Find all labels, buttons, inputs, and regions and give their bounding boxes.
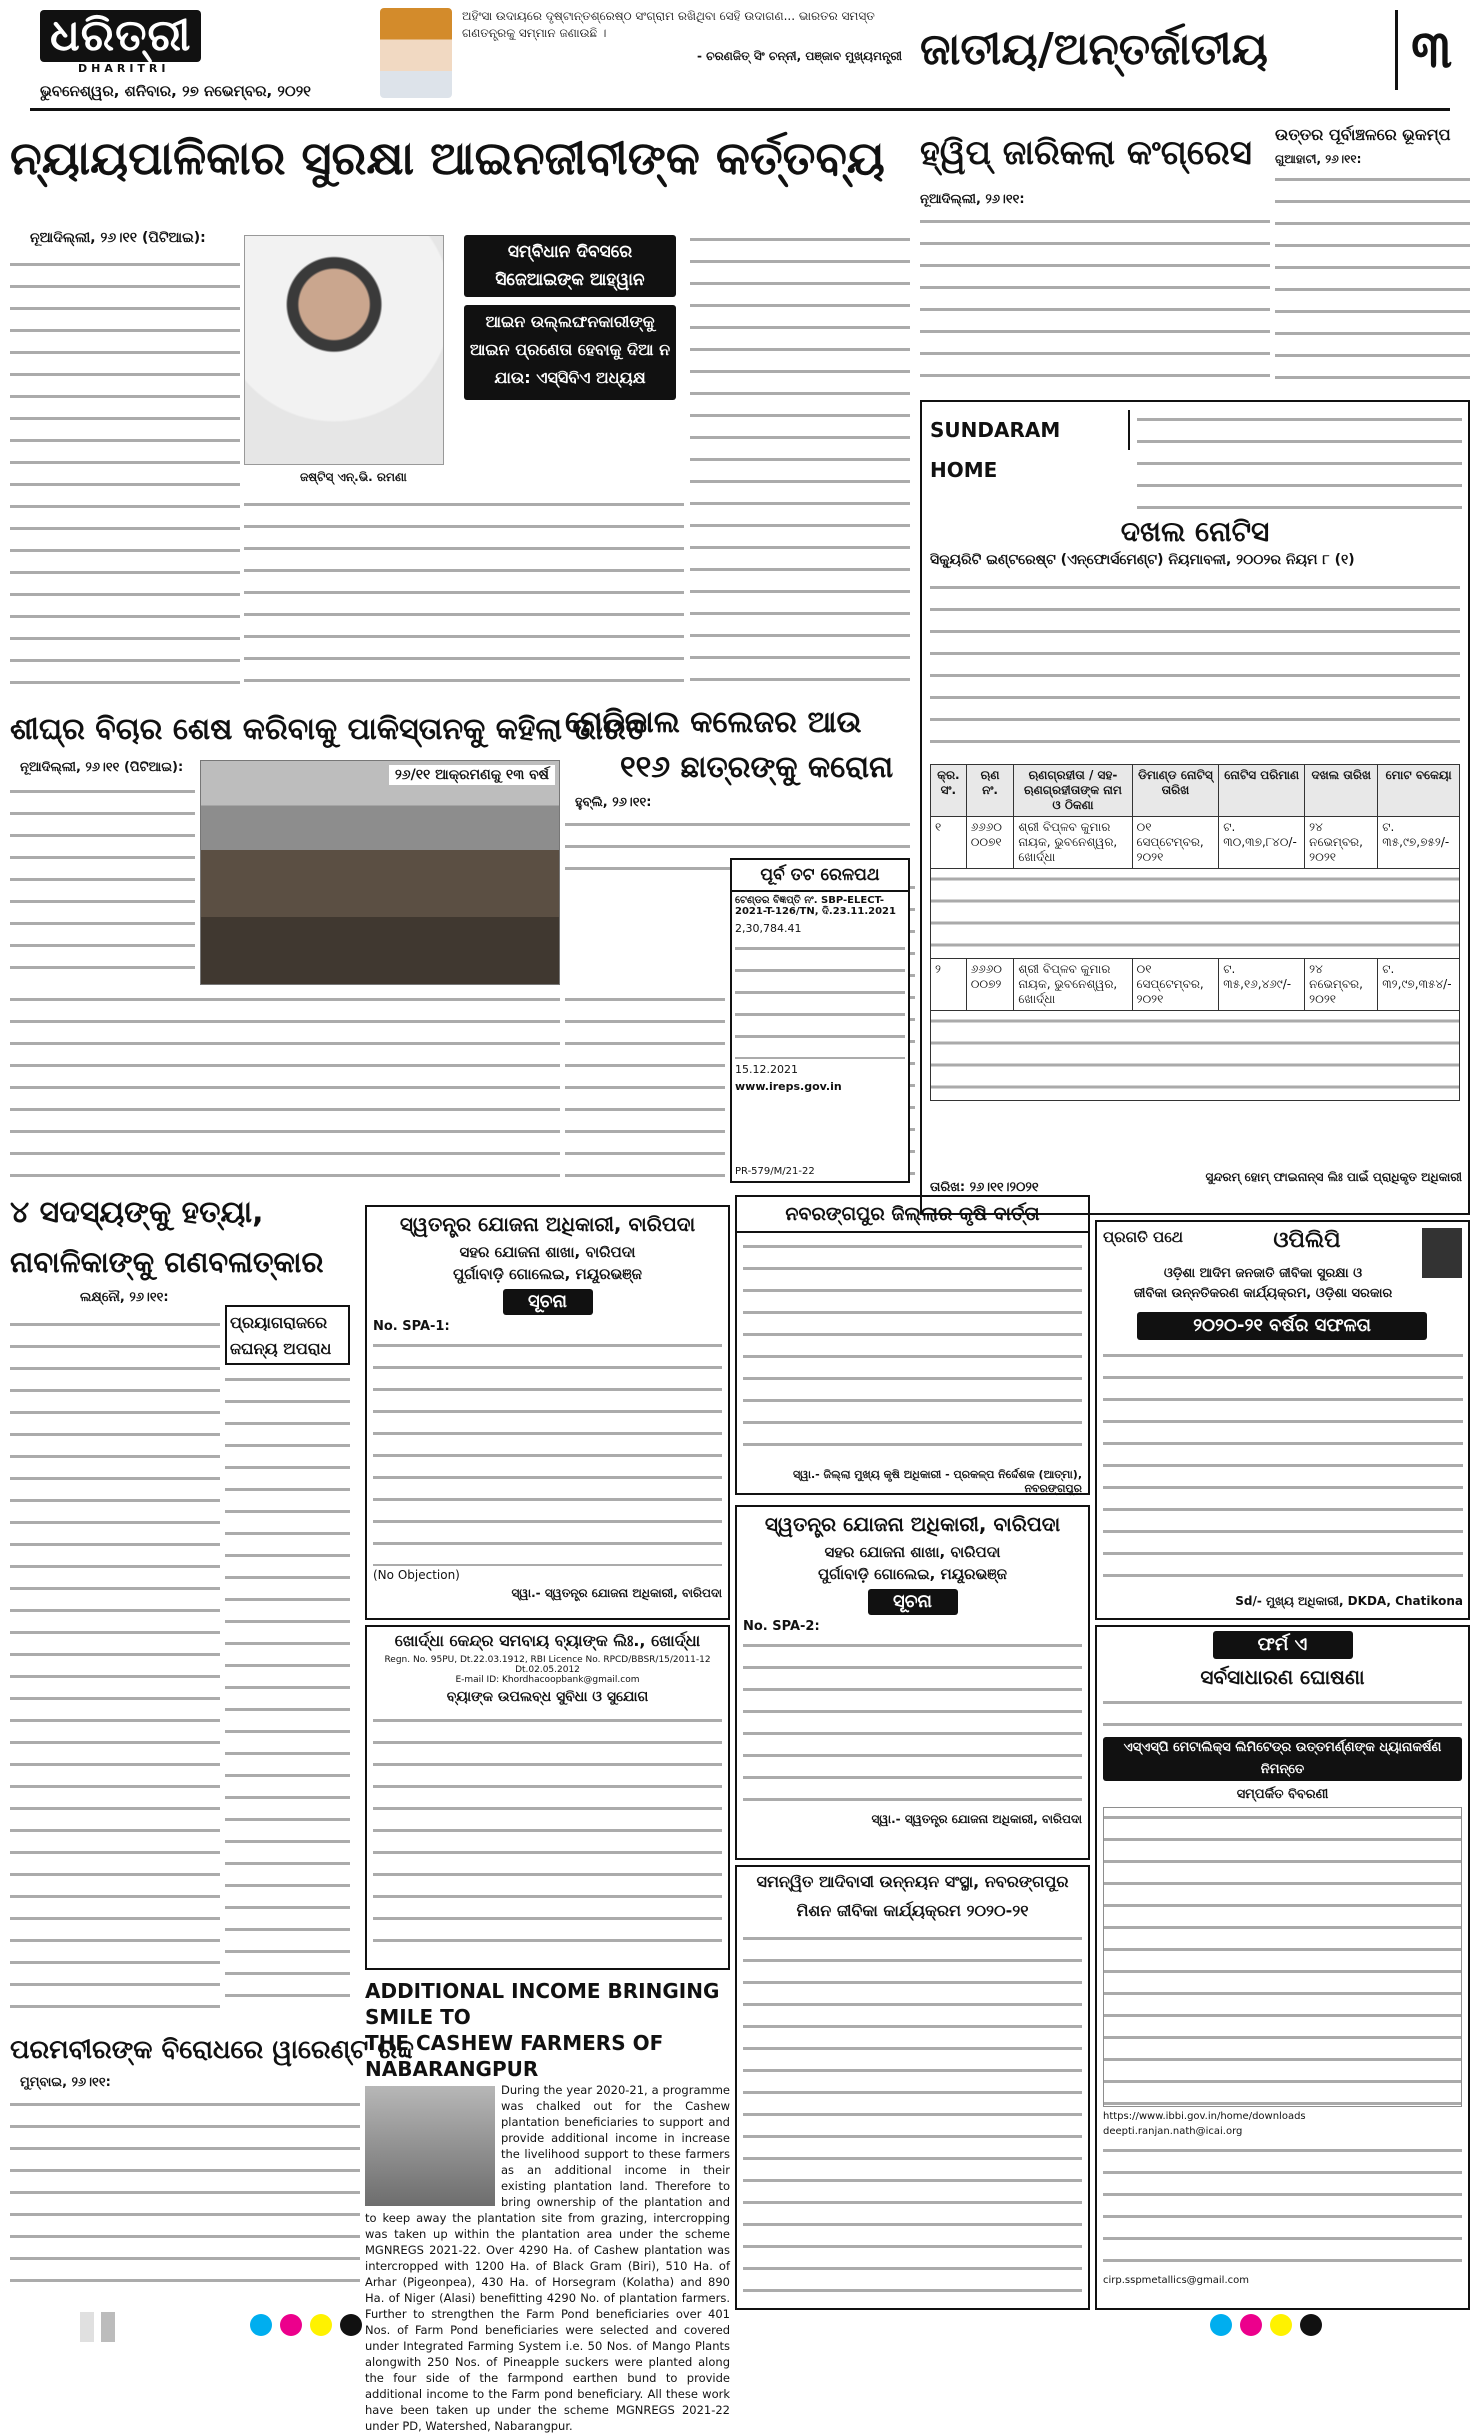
form-a-subtitle: ସର୍ବସାଧାରଣ ଘୋଷଣା [1200,1665,1365,1689]
masthead-quote [462,8,902,98]
lead-body-col1 [10,255,240,700]
spa1-sub2: ପୁର୍ଗାବାଡ଼ି ଗୋଲେଇ, ମୟୂରଭଞ୍ଜ [452,1265,643,1283]
table-cell: ୦୧ ସେପ୍ଟେମ୍ବର, ୨୦୨୧ [1132,817,1219,869]
sundaram-subtitle: ସିକ୍ୟୁରିଟି ଇଣ୍ଟରେଷ୍ଟ (ଏନ୍‌ଫୋର୍ସମେଣ୍ଟ) ନିୟମାବଳୀ, ୨୦୦୨ର ନିୟମ ୮ (୧) [930,552,1355,568]
print-swatch [80,2312,94,2342]
page-number: ୩ [1395,10,1465,90]
form-a-notice [1095,1625,1470,2310]
form-a-table-title: ସମ୍ପର୍କିତ ବିବରଣୀ [1236,1787,1329,1802]
table-row [931,1011,1460,1101]
black-dot [1300,2314,1322,2336]
yellow-dot [310,2314,332,2336]
olpip-brand: ଓପିଲିପି [1273,1228,1341,1253]
medical-dateline: ହୁବ୍‌ଲି, ୨୬।୧୧: [575,795,652,810]
bank-title: ଖୋର୍ଦ୍ଧା କେନ୍ଦ୍ର ସମବାୟ ବ୍ୟାଙ୍କ ଲିଃ., ଖୋର୍ଦ୍ଧା [394,1631,701,1650]
table-cell: ଟ. ୩୦,୩୭,୮୪୦/- [1219,817,1305,869]
table-header-cell: କ୍ର. ସଂ. [931,765,967,817]
railway-tender [730,858,910,1183]
print-swatch [101,2312,115,2342]
quote-author: - ଚରଣଜିତ୍ ସିଂ ଚନ୍ନୀ, ପଞ୍ଜାବ ମୁଖ୍ୟମନ୍ତ୍ରୀ [696,49,902,63]
table-cell: ଟ. ୩୫,୧୬,୪୬୯/- [1219,959,1305,1011]
form-a-body [1103,2141,1462,2271]
olpip-body [1103,1346,1463,1586]
spa1-sub1: ସହର ଯୋଜନା ଶାଖା, ବାରିପଦା [459,1243,636,1261]
railway-title: ପୂର୍ବ ତଟ ରେଳପଥ [732,860,908,892]
table-header-cell: ଋଣଗ୍ରହୀତା / ସହ-ଋଣଗ୍ରହୀତାଙ୍କ ନାମ ଓ ଠିକଣା [1014,765,1132,817]
registration-dots-right [1210,2314,1325,2340]
table-cell: ଟ. ୩୫,୯୭,୭୫୨/- [1378,817,1460,869]
sundaram-title: ଦଖଲ ନୋଟିସ [1120,515,1270,548]
spa2-label: ସୂଚନା [868,1589,958,1615]
table-cell: ୦୧ ସେପ୍ଟେମ୍ବର, ୨୦୨୧ [1132,959,1219,1011]
black-dot [340,2314,362,2336]
murder-body-col1 [10,1315,220,2015]
form-a-email: deepti.ranjan.nath@icai.org [1103,2126,1243,2137]
medical-headline-1: ମେଡିକାଲ କଲେଜର ଆଉ [565,705,862,740]
yellow-dot [1270,2314,1292,2336]
pakistan-dateline: ନୂଆଦିଲ୍ଲୀ, ୨୬।୧୧ (ପିଟିଆଇ): [20,760,184,775]
quake-dateline: ଗୁଆହାଟୀ, ୨୬।୧୧: [1275,152,1362,166]
param-dateline: ମୁମ୍ବାଇ, ୨୬।୧୧: [20,2075,111,2090]
sundaram-table [930,764,1460,1101]
magenta-dot [280,2314,302,2336]
table-cell: ୧ [931,817,967,869]
murder-headline-2: ନାବାଳିକାଙ୍କୁ ଗଣବଳାତ୍କାର [10,1245,324,1279]
bank-reg: Regn. No. 95PU, Dt.22.03.1912, RBI Licence No. RPCD/BBSR/15/2011-12 Dt.02.05.2012 [384,1655,711,1675]
quake-headline: ଉତ୍ତର ପୂର୍ବାଞ୍ଚଳରେ ଭୂକମ୍ପ [1275,125,1451,144]
pakistan-headline: ଶୀଘ୍ର ବିଚାର ଶେଷ କରିବାକୁ ପାକିସ୍ତାନକୁ କହିଲା ଭାରତ [10,712,648,747]
masthead-rule [30,108,1450,111]
lead-photo-caption: ଜଷ୍ଟିସ୍ ଏନ୍.ଭି. ରମଣା [300,470,407,484]
table-property-desc [931,1011,1460,1101]
itda-body [743,1929,1082,2299]
table-row [931,869,1460,959]
olpip-notice [1095,1220,1470,1620]
form-a-title: ଫର୍ମ ଏ [1213,1631,1353,1659]
lead-headline: ନ୍ୟାୟପାଳିକାର ସୁରକ୍ଷା ଆଇନଜୀବୀଙ୍କ କର୍ତ୍ତବ୍ୟ [10,131,885,185]
murder-headline-1: ୪ ସଦସ୍ୟଙ୍କୁ ହତ୍ୟା, [10,1195,264,1230]
olpip-line1: ଓଡ଼ିଶା ଆଦିମ ଜନଜାତି ଜୀବିକା ସୁରକ୍ଷା ଓ [1163,1266,1363,1281]
spa2-title: ସ୍ୱତନ୍ତ୍ର ଯୋଜନା ଅଧିକାରୀ, ବାରିପଦା [764,1512,1061,1536]
registration-dots-left [250,2314,365,2340]
spa1-label: ସୂଚନା [503,1289,593,1315]
cashew-story [365,1978,730,2433]
agri-body [743,1237,1082,1462]
congress-dateline: ନୂଆଦିଲ୍ଲୀ, ୨୬।୧୧: [920,192,1025,207]
railway-tender-no: ଟେଣ୍ଡର ବିଜ୍ଞପ୍ତି ନଂ. SBP-ELECT-2021-T-126/TN, ଦି.23.11.2021 [735,895,896,917]
railway-value: 2,30,784.41 [735,922,802,935]
bank-notice [365,1625,730,1970]
sundaram-body [930,578,1460,758]
pakistan-photo [200,760,560,985]
spa1-title: ସ୍ୱତନ୍ତ୍ର ଯୋଜନା ଅଧିକାରୀ, ବାରିପଦା [399,1212,696,1236]
table-header-cell: ଋଣ ନଂ. [966,765,1014,817]
section-title: ଜାତୀୟ/ଅନ୍ତର୍ଜାତୀୟ [920,24,1268,75]
olpip-year: ୨୦୨୦-୨୧ ବର୍ଷର ସଫଳତା [1137,1312,1427,1340]
table-cell: ୨ [931,959,967,1011]
table-cell: ୨୪ ନଭେମ୍ବର, ୨୦୨୧ [1305,817,1378,869]
bank-email: E-mail ID: Khordhacoopbank@gmail.com [455,1675,640,1685]
railway-closing: 15.12.2021 [735,1063,798,1076]
sundaram-notice [920,400,1470,1215]
spa2-body [743,1636,1082,1806]
pakistan-body-col1 [10,782,195,982]
sundaram-address [1137,410,1462,510]
railway-ref: PR-579/M/21-22 [735,1166,815,1177]
table-property-desc [931,869,1460,959]
lead-body-col2 [244,495,684,700]
cashew-photo [365,2086,495,2206]
table-cell: ୨୪ ନଭେମ୍ବର, ୨୦୨୧ [1305,959,1378,1011]
spa2-number: No. SPA-2: [743,1619,820,1634]
lead-sidebar-1: ସମ୍ବିଧାନ ଦିବସରେ ସିଜେଆଇଙ୍କ ଆହ୍ୱାନ [464,235,676,297]
spa1-body [373,1336,722,1566]
table-row [931,959,1460,1011]
pakistan-body-col2 [10,990,560,1190]
itda-title: ସମନ୍ୱିତ ଆଦିବାସୀ ଉନ୍ନୟନ ସଂସ୍ଥା, ନବରଙ୍ଗପୁର [756,1872,1069,1891]
table-cell: ଶ୍ରୀ ବିପ୍ଳବ କୁମାର ନାୟକ, ଭୁବନେଶ୍ୱର, ଖୋର୍ଦ୍ଧା [1014,959,1132,1011]
print-marks [0,2312,1476,2339]
murder-body-col2 [225,1370,350,2015]
agri-notice [735,1195,1090,1495]
print-color-bar [80,2312,117,2346]
congress-headline: ହ୍ୱିପ୍ ଜାରିକଲା କଂଗ୍ରେସ [920,133,1252,173]
lead-dateline: ନୂଆଦିଲ୍ଲୀ, ୨୬।୧୧ (ପିଟିଆଇ): [30,230,206,246]
table-cell: ଶ୍ରୀ ବିପ୍ଳବ କୁମାର ନାୟକ, ଭୁବନେଶ୍ୱର, ଖୋର୍ଦ୍ଧା [1014,817,1132,869]
agri-sign: ସ୍ୱା.- ଜିଲ୍ଲା ମୁଖ୍ୟ କୃଷି ଅଧିକାରୀ - ପ୍ରକଳ୍ପ ନିର୍ଦ୍ଦେଶକ (ଆତ୍ମା), ନବରଙ୍ଗପୁର [792,1468,1082,1495]
pakistan-photo-tag: ୨୬/୧୧ ଆକ୍ରମଣକୁ ୧୩ ବର୍ଷ [389,765,555,785]
table-cell: ଟ. ୩୨,୯୭,୩୫୪/- [1378,959,1460,1011]
olpip-logo [1422,1228,1462,1278]
medical-headline-2: ୧୧୬ ଛାତ୍ରଙ୍କୁ କରୋନା [620,750,894,785]
bank-body [373,1711,722,1961]
table-header-cell: ମୋଟ ବକେୟା [1378,765,1460,817]
sundaram-table-wrap [930,764,1460,1154]
bank-subtitle: ବ୍ୟାଙ୍କ ଉପଲବ୍ଧ ସୁବିଧା ଓ ସୁଯୋଗ [446,1689,649,1705]
form-a-email2: cirp.sspmetallics@gmail.com [1103,2275,1249,2286]
param-body [10,2095,360,2295]
murder-dateline: ଲକ୍ଷ୍ନୌ, ୨୬।୧୧: [80,1290,169,1305]
sundaram-brand: SUNDARAM HOME [930,410,1130,450]
param-headline: ପରମବୀରଙ୍କ ବିରୋଧରେ ୱାରେଣ୍ଟ ରଦ୍ଦ [10,2035,414,2065]
spa1-objection: (No Objection) [373,1568,460,1582]
sundaram-table-header [931,765,1460,817]
lead-sidebar-2: ଆଇନ ଉଲ୍ଲଙ୍ଘନକାରୀଙ୍କୁ ଆଇନ ପ୍ରଣେତା ହେବାକୁ ଦିଆ ନ ଯାଉ: ଏସ୍‌ସିବିଏ ଅଧ୍ୟକ୍ଷ [464,305,676,400]
cashew-body: During the year 2020-21, a programme was chalked out for the Cashew plantation beneficiaries to support and provide additional income in increase the livelihood support to these farmers as an additional income in their existing plantation land. Therefore to bring ownership of the plantation and to keep away the plantation site from grazing, intercropping was taken up within the plantation area under the scheme MGNREGS 2021-22. Over 4290 Ha. of Cashew plantation was intercropped with 1200 Ha. of Black Gram (Biri), 510 Ha. of Arhar (Pigeonpea), 430 Ha. of Horsegram (Kolatha) and 890 Ha. of Niger (Alasi) benefitting 4290 No. of plantation farmers. Further to strengthen the Farm Pond beneficiaries over 401 Nos. of Farm Pond beneficiaries were selected and covered under Integrated Farming System i.e. 50 Nos. of Mango Plants alongwith 250 Nos. of Pineapple suckers were planted along the four side of the farmpond earthen bund to provide additional income to the Farm pond beneficiary. All these work have been taken up under the scheme MGNREGS 2021-22 under PD, Watershed, Nabarangpur. [365,2083,730,2433]
olpip-tag: ପ୍ରଗତି ପଥେ [1103,1228,1183,1246]
medical-body-col2 [565,990,725,1180]
form-a-for: ଏସ୍‌ଏସ୍‌ପି ମେଟାଲିକ୍ସ ଲିମିଟେଡ୍‌ର ଉତ୍ତମର୍ଣ୍ଣଙ୍କ ଧ୍ୟାନାକର୍ଷଣ ନିମନ୍ତେ [1103,1737,1462,1781]
quake-body [1275,170,1470,392]
spa1-sign: ସ୍ୱା.- ସ୍ୱତନ୍ତ୍ର ଯୋଜନା ଅଧିକାରୀ, ବାରିପଦା [511,1586,722,1600]
cyan-dot [250,2314,272,2336]
table-row [931,817,1460,869]
table-cell: ୬୬୬୦ ୦୦୭୧ [966,817,1014,869]
cyan-dot [1210,2314,1232,2336]
murder-kicker: ପ୍ରୟାଗରାଜରେ ଜଘନ୍ୟ ଅପରାଧ [225,1305,350,1365]
itda-subtitle: ମିଶନ ଜୀବିକା କାର୍ଯ୍ୟକ୍ରମ ୨୦୨୦-୨୧ [796,1901,1029,1920]
spa1-number: No. SPA-1: [373,1319,450,1334]
table-cell: ୬୬୬୦ ୦୦୭୨ [966,959,1014,1011]
olpip-sign: Sd/- ମୁଖ୍ୟ ଅଧିକାରୀ, DKDA, Chatikona [1235,1594,1463,1608]
agri-title: ନବରଙ୍ଗପୁର ଜିଲ୍ଲାର କୃଷି ବାର୍ତ୍ତା [737,1197,1088,1233]
spa2-notice [735,1505,1090,1860]
railway-website: www.ireps.gov.in [735,1080,842,1093]
form-a-website: https://www.ibbi.gov.in/home/downloads [1103,2111,1306,2122]
spa2-sign: ସ୍ୱା.- ସ୍ୱତନ୍ତ୍ର ଯୋଜନା ଅଧିକାରୀ, ବାରିପଦା [871,1812,1082,1826]
table-header-cell: ଡିମାଣ୍ଡ ନୋଟିସ୍ ତାରିଖ [1132,765,1219,817]
cashew-headline-1: ADDITIONAL INCOME BRINGING SMILE TO [365,1979,720,2029]
railway-body [735,939,905,1059]
masthead-logo [40,10,190,80]
form-a-table [1103,1807,1462,2107]
olpip-line2: ଜୀବିକା ଉନ୍ନତିକରଣ କାର୍ଯ୍ୟକ୍ରମ, ଓଡ଼ିଶା ସରକାର [1133,1286,1393,1301]
lead-photo [244,235,444,465]
magenta-dot [1240,2314,1262,2336]
spa2-sub1: ସହର ଯୋଜନା ଶାଖା, ବାରିପଦା [824,1543,1001,1561]
logo-wordmark: ଧରିତ୍ରୀ [40,10,201,62]
sundaram-date: ତାରିଖ: ୨୬।୧୧।୨୦୨୧ [930,1180,1039,1195]
quote-portrait [380,8,452,98]
table-header-cell: ଦଖଲ ତାରିଖ [1305,765,1378,817]
congress-body [920,212,1270,392]
masthead-dateline: ଭୁବନେଶ୍ୱର, ଶନିବାର, ୨୭ ନଭେମ୍ବର, ୨୦୨୧ [40,82,311,100]
table-header-cell: ନୋଟିସ ପରିମାଣ [1219,765,1305,817]
form-a-preamble [1103,1693,1462,1733]
spa1-notice [365,1205,730,1620]
cashew-headline-2: THE CASHEW FARMERS OF NABARANGPUR [365,2031,664,2081]
spa2-sub2: ପୁର୍ଗାବାଡ଼ି ଗୋଲେଇ, ମୟୂରଭଞ୍ଜ [817,1565,1008,1583]
lead-body-col3 [690,230,910,700]
quote-body: ଅହିଂସା ଉଦାୟରେ ଦୃଷ୍ଟାନ୍ତଶ୍ରେଷ୍ଠ ସଂଗ୍ରାମ ରଖିଥିବା ସେହି ଉଦାଗଣ... ଭାରତର ସମସ୍ତ ଗଣତନ୍ତ୍ରକୁ ସମ୍ମାନ ଜଣାଉଛି । [462,9,875,40]
sundaram-signatory: ସୁନ୍ଦରମ୍ ହୋମ୍ ଫାଇନାନ୍ସ ଲିଃ ପାଇଁ ପ୍ରାଧିକୃତ ଅଧିକାରୀ [1205,1170,1462,1184]
itda-notice [735,1865,1090,2310]
logo-subtitle: DHARITRI [78,62,170,75]
